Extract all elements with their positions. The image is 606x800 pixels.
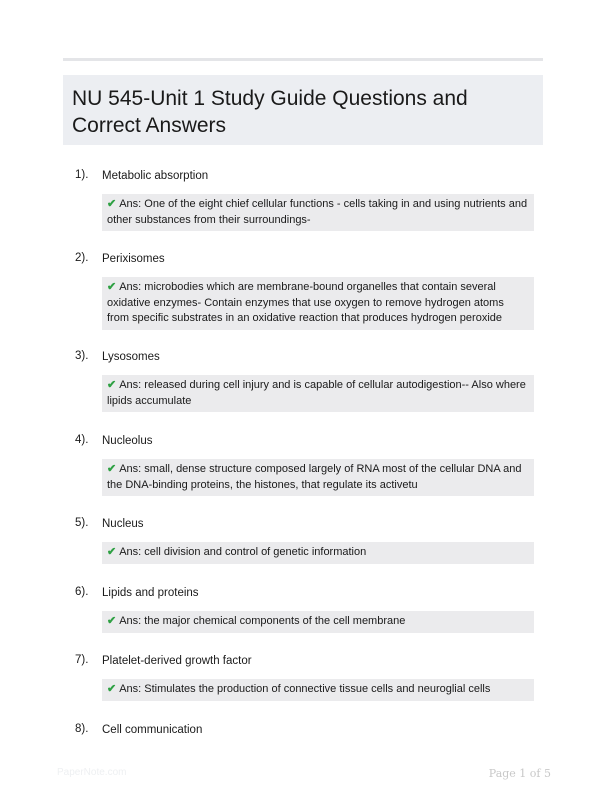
question-term: Platelet-derived growth factor <box>102 655 252 667</box>
answer-box <box>102 542 534 564</box>
checkmark-icon: ✔ <box>107 281 117 293</box>
title-banner <box>63 75 543 145</box>
checkmark-icon: ✔ <box>107 546 117 558</box>
question-number: 8). <box>75 723 89 735</box>
answer-text: Ans: the major chemical components of the cell membrane <box>119 615 406 627</box>
question-number: 3). <box>75 350 89 362</box>
page-title: NU 545-Unit 1 Study Guide Questions and Correct Answers <box>72 87 468 137</box>
answer-text: Ans: released during cell injury and is capable of cellular autodigestion-- Also where lipids accumulate <box>107 379 526 407</box>
answer-box <box>102 459 534 496</box>
checkmark-icon: ✔ <box>107 615 117 627</box>
question-number: 7). <box>75 654 89 666</box>
question-term: Nucleolus <box>102 435 153 447</box>
question-number: 2). <box>75 252 89 264</box>
answer-text: Ans: Stimulates the production of connective tissue cells and neuroglial cells <box>119 683 491 695</box>
answer-box <box>102 375 534 412</box>
question-number: 4). <box>75 434 89 446</box>
checkmark-icon: ✔ <box>107 379 117 391</box>
question-number: 5). <box>75 517 89 529</box>
answer-text: Ans: One of the eight chief cellular functions - cells taking in and using nutrients and other substances from their surroundings- <box>107 198 528 226</box>
answer-text: Ans: microbodies which are membrane-bound organelles that contain several oxidative enzymes- Contain enzymes that use oxygen to remove hydrogen atoms from specific substrates in an oxidative reaction that produces hydrogen peroxide <box>107 281 504 324</box>
footer-watermark: PaperNote.com <box>57 767 127 778</box>
question-number: 6). <box>75 586 89 598</box>
answer-text: Ans: small, dense structure composed largely of RNA most of the cellular DNA and the DNA-binding proteins, the histones, that regulate its activetu <box>107 463 522 491</box>
question-number: 1). <box>75 169 89 181</box>
checkmark-icon: ✔ <box>107 463 117 475</box>
answer-text: Ans: cell division and control of genetic information <box>119 546 367 558</box>
question-term: Lipids and proteins <box>102 587 199 599</box>
checkmark-icon: ✔ <box>107 683 117 695</box>
answer-box <box>102 194 534 231</box>
page-indicator: Page 1 of 5 <box>488 767 551 780</box>
answer-box <box>102 277 534 330</box>
checkmark-icon: ✔ <box>107 198 117 210</box>
question-term: Nucleus <box>102 518 144 530</box>
question-term: Cell communication <box>102 724 203 736</box>
question-term: Lysosomes <box>102 351 160 363</box>
question-term: Metabolic absorption <box>102 170 209 182</box>
top-divider <box>63 58 543 61</box>
question-term: Perixisomes <box>102 253 165 265</box>
answer-box <box>102 611 534 633</box>
answer-box <box>102 679 534 701</box>
